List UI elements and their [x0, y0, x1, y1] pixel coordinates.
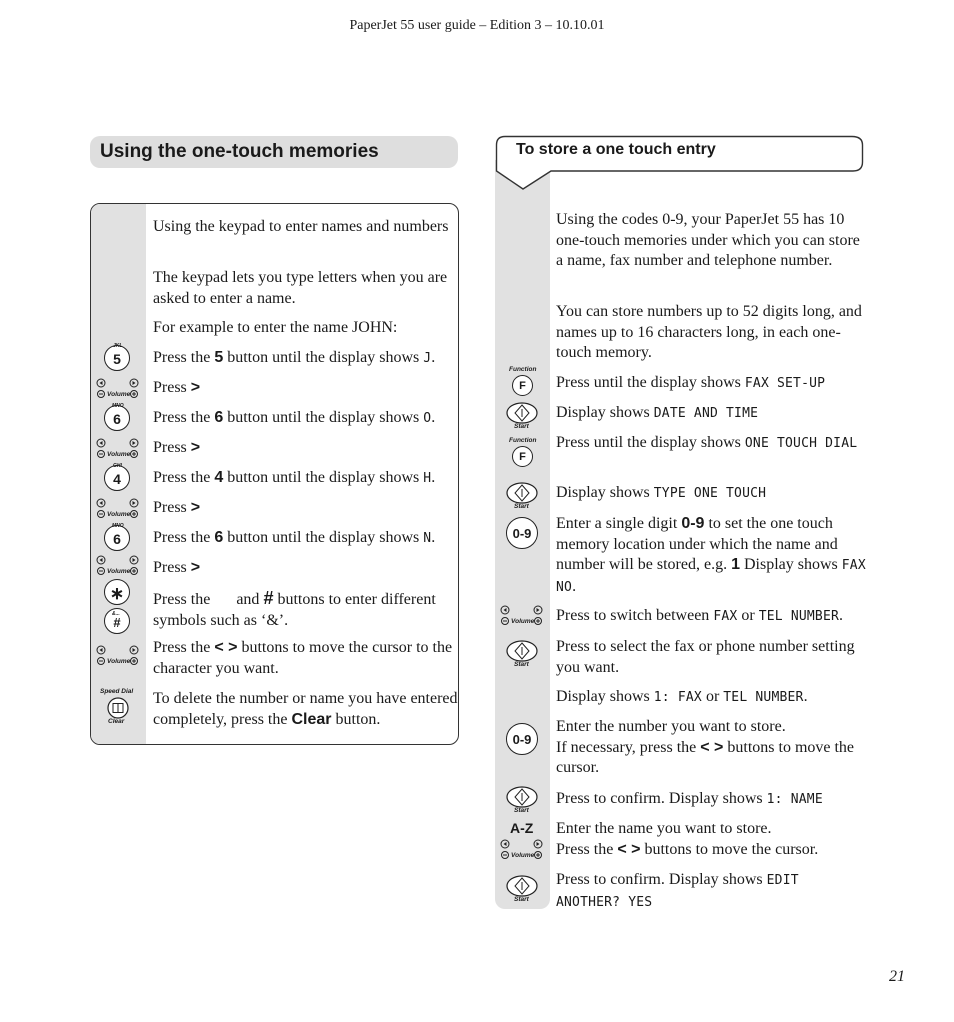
volume-label: Volume [107, 658, 131, 665]
function-key-icon: F [512, 446, 533, 467]
intro-paragraph: You can store numbers up to 52 digits long, and names up to 16 characters long, in each one-touch memory. [556, 303, 862, 361]
start-label: Start [514, 661, 529, 668]
key-5-letters: JKL [113, 343, 123, 349]
step-row: Press the 6 button until the display shows O. [153, 409, 436, 426]
step-row: Press > [153, 499, 201, 516]
step-row: Press > [153, 379, 201, 396]
key-6-icon: 6 [104, 405, 130, 431]
intro-heading: Using the keypad to enter names and numbers [153, 218, 449, 235]
step-row: Press > [153, 439, 201, 456]
start-label: Start [514, 896, 529, 903]
step-row: Press until the display shows FAX SET-UP [556, 374, 826, 391]
key-4-icon: 4 [104, 465, 130, 491]
start-key-icon [506, 786, 538, 808]
step-row: Enter the number you want to store. If necessary, press the < > buttons to move the cursor. [556, 718, 855, 776]
start-label: Start [514, 807, 529, 814]
volume-label: Volume [107, 568, 131, 575]
start-label: Start [514, 503, 529, 510]
step-row: Display shows TYPE ONE TOUCH [556, 484, 767, 501]
function-key-icon: F [512, 375, 533, 396]
step-row: Enter a single digit 0-9 to set the one touch memory location under which the name and number will be stored, e.g. 1 Display shows FAX NO. [556, 515, 866, 595]
key-5-icon: 5 [104, 345, 130, 371]
volume-label: Volume [107, 511, 131, 518]
step-row: Display shows DATE AND TIME [556, 404, 759, 421]
key-6-icon: 6 [104, 525, 130, 551]
star-key-icon: ∗ [104, 579, 130, 605]
key-6-letters: MNO [112, 403, 124, 409]
step-row: Press to confirm. Display shows EDIT ANOTHER? YES [556, 871, 799, 910]
delete-step: To delete the number or name you have entered completely, press the Clear button. [153, 690, 458, 728]
step-row: Press to select the fax or phone number setting you want. [556, 638, 855, 676]
digit-keys-icon: 0-9 [506, 723, 538, 755]
start-label: Start [514, 423, 529, 430]
step-row: Press until the display shows ONE TOUCH DIAL [556, 434, 858, 451]
symbols-step: Press the and # buttons to enter different symbols such as ‘&’. [153, 588, 436, 629]
intro-paragraph: The keypad lets you type letters when you are asked to enter a name. [153, 269, 448, 307]
hash-key-icon: # [104, 608, 130, 634]
key-4-letters: GHI [113, 463, 122, 469]
step-row: Press the 6 button until the display shows N. [153, 529, 436, 546]
right-heading-tab [495, 135, 864, 191]
cursor-step: Press the < > buttons to move the cursor to the character you want. [153, 639, 453, 677]
key-6-letters: MNO [112, 523, 124, 529]
page-number: 21 [889, 968, 905, 985]
alpha-keys-label: A-Z [510, 820, 534, 836]
step-row: Press the 4 button until the display shows H. [153, 469, 436, 486]
function-label: Function [509, 437, 537, 444]
step-row: Press the 5 button until the display shows J. [153, 349, 436, 366]
digit-keys-icon: 0-9 [506, 517, 538, 549]
left-section-heading: Using the one-touch memories [90, 136, 458, 168]
speed-dial-book-icon [107, 697, 129, 719]
function-label: Function [509, 366, 537, 373]
step-row: Press > [153, 559, 201, 576]
intro-paragraph: Using the codes 0-9, your PaperJet 55 has 10 one-touch memories under which you can store a name, fax number and telephone number. [556, 211, 860, 269]
example-line: For example to enter the name JOHN: [153, 319, 398, 336]
step-row: Enter the name you want to store. Press the < > buttons to move the cursor. [556, 820, 819, 858]
page-header: PaperJet 55 user guide – Edition 3 – 10.10.01 [349, 18, 605, 33]
step-row: Press to confirm. Display shows 1: NAME [556, 790, 823, 807]
volume-label: Volume [511, 618, 535, 625]
right-section-heading: To store a one touch entry [516, 141, 716, 158]
speed-dial-label: Speed Dial [100, 688, 134, 695]
hash-key-symbols: &... [112, 611, 120, 617]
start-key-icon [506, 402, 538, 424]
step-row: Display shows 1: FAX or TEL NUMBER. [556, 688, 808, 705]
start-key-icon [506, 482, 538, 504]
start-key-icon [506, 640, 538, 662]
volume-label: Volume [511, 852, 535, 859]
step-row: Press to switch between FAX or TEL NUMBER. [556, 607, 844, 624]
clear-label: Clear [108, 718, 125, 725]
volume-label: Volume [107, 391, 131, 398]
start-key-icon [506, 875, 538, 897]
volume-label: Volume [107, 451, 131, 458]
